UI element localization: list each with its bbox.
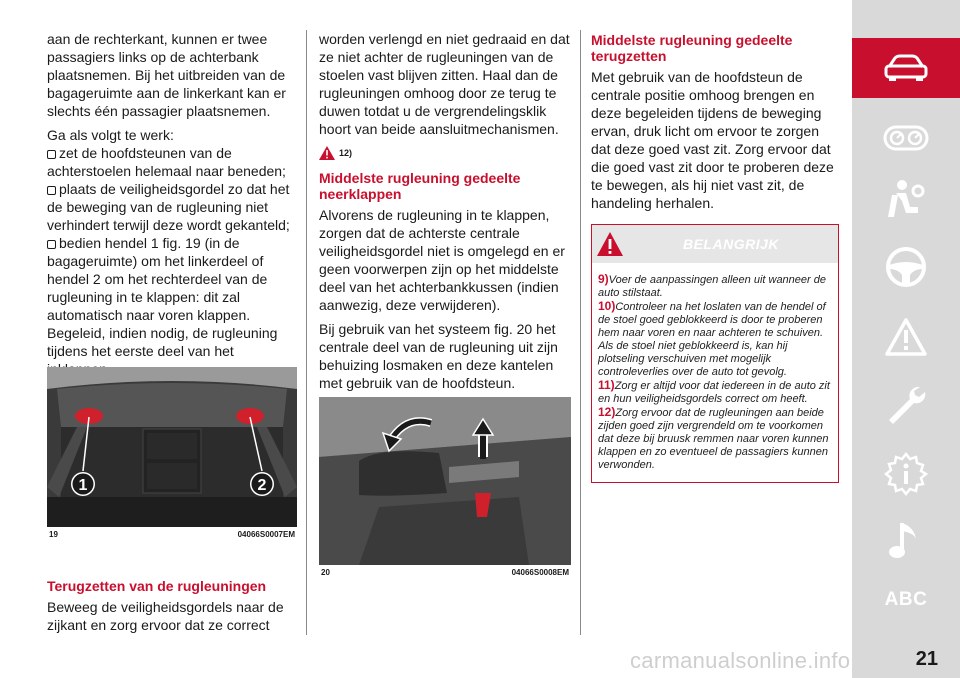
dashboard-gauges-icon xyxy=(883,125,929,151)
important-item-text: Voer de aanpassingen alleen uit wanneer de auto stilstaat. xyxy=(598,274,826,299)
callout-2: 2 xyxy=(257,477,267,494)
important-item-number: 9) xyxy=(598,272,609,286)
section-heading: Middelste rugleuning gedeelte neerklappen xyxy=(319,170,521,202)
figure-code: 04066S0008EM xyxy=(511,568,569,577)
bullet-item: zet de hoofdsteunen van de achterstoelen helemaal naar beneden; xyxy=(47,145,286,179)
center-seatback-illustration xyxy=(319,397,571,565)
important-box-title: BELANGRIJK xyxy=(682,236,779,252)
paragraph: Ga als volgt te werk: xyxy=(47,127,174,143)
abc-index-label: ABC xyxy=(884,589,928,610)
important-item xyxy=(598,379,832,406)
chapter-tab-technical-data[interactable] xyxy=(852,448,960,500)
callout-1: 1 xyxy=(78,477,88,494)
figure-code: 04066S0007EM xyxy=(237,530,295,539)
chapter-tab-driving[interactable] xyxy=(852,242,960,292)
warning-ref-number: 12) xyxy=(339,148,353,158)
wrench-icon xyxy=(884,383,928,427)
car-icon xyxy=(883,53,929,83)
music-note-icon xyxy=(888,519,924,563)
figure-caption xyxy=(319,568,571,577)
chapter-sidebar xyxy=(852,0,960,678)
steering-wheel-icon xyxy=(884,245,928,289)
warning-reference xyxy=(319,144,571,162)
important-item xyxy=(598,300,832,379)
warning-triangle-icon xyxy=(596,231,624,257)
info-gear-icon xyxy=(883,451,929,497)
paragraph: Bij gebruik van het systeem fig. 20 het centrale deel van de rugleuning uit zijn behuizing losmaken en deze kantelen met gebruik van de hoofdsteun. xyxy=(319,321,558,391)
warning-triangle-icon xyxy=(884,317,928,357)
column-divider xyxy=(306,30,307,635)
figure-19 xyxy=(47,367,297,539)
seated-person-airbag-icon xyxy=(884,177,928,221)
important-box xyxy=(591,224,839,483)
page-number: 21 xyxy=(915,648,938,670)
chapter-tab-emergency[interactable] xyxy=(852,312,960,362)
important-item-text: Zorg er altijd voor dat iedereen in de auto zit en hun veiligheidsgordels correct om heeft. xyxy=(598,380,830,405)
checkbox-bullet-icon xyxy=(47,150,56,159)
important-item-number: 12) xyxy=(598,405,616,419)
checkbox-bullet-icon xyxy=(47,240,56,249)
trunk-photo xyxy=(47,367,297,527)
chapter-tab-multimedia[interactable] xyxy=(852,516,960,566)
chapter-tab-car[interactable] xyxy=(852,38,960,98)
watermark: carmanualsonline.info xyxy=(630,648,851,673)
column-middle xyxy=(319,30,571,398)
section-heading: Terugzetten van de rugleuningen xyxy=(47,578,267,594)
paragraph: Alvorens de rugleuning in te klappen, zorgen dat de achterste centrale veiligheidsgordel niet is omgelegd en er geen voorwerpen zijn op het middelste deel van het achterbankkussen (indien aanwezig, deze verwijderen). xyxy=(319,207,565,313)
column-right xyxy=(591,30,839,483)
bullet-item: bedien hendel 1 fig. 19 (in de bagageruimte) om het linkerdeel of hendel 2 om het rechterdeel van de rugleuning in te klappen: dit zal automatisch naar voren klappen. Begeleid, indien nodig, de rugleuning tijdens het eerste deel van het xyxy=(47,235,278,359)
paragraph: Beweeg de veiligheidsgordels naar de zijkant en zorg ervoor dat ze correct xyxy=(47,599,284,633)
important-item-text: Controleer na het loslaten van de hendel of de stoel goed geblokkeerd is door te proberen hem naar voren en naar achteren te schuiven. Als de stoel niet geblokkeerd is, kan hij plotseling verschuiven met mogelijk controleverlies over de auto tot gevolg. xyxy=(598,301,826,378)
important-item-number: 10) xyxy=(598,299,616,313)
section-heading: Middelste rugleuning gedeelte terugzetten xyxy=(591,32,793,64)
paragraph: aan de rechterkant, kunnen er twee passagiers links op de achterbank plaatsnemen. Bij het uitbreiden van de bagageruimte aan de linkerkant kan er slechts één passagier plaatsnemen. xyxy=(47,31,286,119)
column-left xyxy=(47,30,297,378)
important-item-text: Zorg ervoor dat de rugleuningen aan beide zijden goed zijn vergrendeld om te voorkomen dat deze bij bruusk remmen naar voren kunnen klappen en zo eventueel de passagiers kunnen verwonden. xyxy=(598,407,829,471)
important-box-header xyxy=(592,225,838,263)
important-box-body xyxy=(592,263,838,482)
important-item-number: 11) xyxy=(598,378,615,392)
important-item xyxy=(598,273,832,300)
trunk-seatback-illustration xyxy=(47,367,297,527)
figure-caption xyxy=(47,530,297,539)
chapter-tab-dashboard[interactable] xyxy=(852,118,960,158)
checkbox-bullet-icon xyxy=(47,186,56,195)
rear-seat-photo xyxy=(319,397,571,565)
chapter-tab-index[interactable] xyxy=(852,584,960,616)
figure-number: 19 xyxy=(49,530,58,539)
chapter-tab-safety[interactable] xyxy=(852,174,960,224)
paragraph: Met gebruik van de hoofdsteun de centrale positie omhoog brengen en deze begeleiden tijdens de beweging ervan, druk licht om ervoor te zorgen dat deze goed vast zit. Zorg ervoor dat die goed vast zit door te proberen deze te bewegen, als hij niet vast zit, de handeling herhalen. xyxy=(591,69,834,211)
column-left-lower xyxy=(47,570,297,640)
column-divider xyxy=(580,30,581,635)
paragraph: worden verlengd en niet gedraaid en dat ze niet achter de rugleuningen van de stoelen vast blijven zitten. Haal dan de rugleuningen omhoog door ze terug te duwen totdat u de vergrendelingsklik hoort van beide aansluitmechanismen. xyxy=(319,31,570,137)
figure-number: 20 xyxy=(321,568,330,577)
important-item xyxy=(598,406,832,472)
figure-20 xyxy=(319,397,571,577)
bullet-item: plaats de veiligheidsgordel zo dat het de beweging van de rugleuning niet verhindert terwijl deze wordt gekanteld; xyxy=(47,181,290,233)
warning-triangle-icon xyxy=(319,146,335,160)
chapter-tab-maintenance[interactable] xyxy=(852,380,960,430)
